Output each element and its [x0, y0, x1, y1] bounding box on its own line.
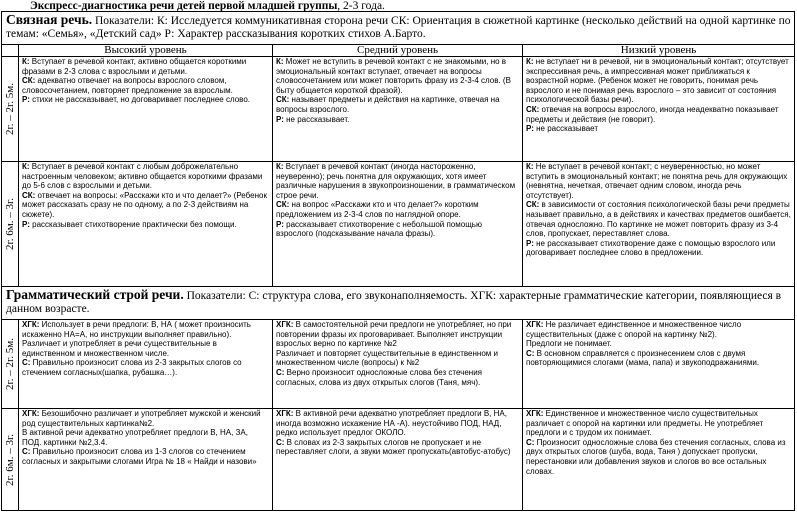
cell-line: ХГК: Единственное и множественное число существительных различает с опорой на картинки или предметы. Не употребляет предлоги и с трудом их понимает. — [526, 409, 764, 438]
s2-age1-mid — [273, 320, 523, 409]
cell-line: К: Не вступает в речевой контакт; с неуверенностью, но может вступить в эмоциональный контакт; не понятна речь для окружающих (невнятна, нечеткая, отвечает одним словом, иногда речь отсутствует). — [526, 162, 788, 200]
level-high-header: Высокий уровень — [19, 45, 273, 57]
s2-age2-high — [19, 409, 273, 511]
cell-line: СК: в зависимости от состояния психологической базы речи предметы называет правильно, а в действиях и качествах предметов ошибается, отвечая односложно. По картинке не может повторить фразу из 3-4 слов, пропускает, переставляет слова. — [526, 200, 791, 239]
cell-line: С: Правильно произносит слова из 1-3 слогов со стечением согласных и закрытыми слогами Игра № 18 « Найди и назови» — [22, 447, 257, 466]
cell-line: К: Вступает в речевой контакт (иногда настороженно, неуверенно); речь понятна для окружающих, хотя имеет различные нарушения в звукопроизношении, в грамматическом строе речи. — [276, 162, 516, 200]
s2-age2-mid — [273, 409, 523, 511]
section-connected-speech-header — [2, 12, 795, 45]
cell-line: Р: рассказывает стихотворение с небольшой помощью взрослого (подсказывание начала фразы). — [276, 219, 482, 239]
cell-line: Различает и употребляет в речи существительные в единственном и множественном числе. — [22, 339, 217, 358]
cell-line: К: Вступает в речевой контакт, активно общается короткими фразами в 2-3 слова с взрослыми и детьми. — [22, 57, 247, 76]
cell-line: С: В словах из 2-3 закрытых слогов не пропускает и не переставляет слоги, а звуки может пропускать(автобус-атобус) — [276, 437, 511, 457]
cell-line: ХГК: В активной речи адекватно употребляет предлоги В, НА, иногда возможно искажение НА -А). неустойчиво ПОД, НАД, редко использует предлог ОКОЛО. — [276, 409, 507, 438]
cell-line: СК: на вопрос «Расскажи кто и что делает?» коротким предложением из 2-3-4 слов по наглядной опоре. — [276, 200, 479, 219]
level-mid-header: Средний уровень — [273, 45, 523, 57]
section-connected-speech-title: Связная речь. — [6, 12, 93, 27]
cell-line: СК: отвечая на вопросы взрослого, иногда неадекватно показывает предметы и действия (не говорит). — [526, 104, 779, 124]
s1-age2-low — [523, 162, 795, 287]
cell-line: Р: стихи не рассказывает, но договаривает последнее слово. — [22, 95, 250, 105]
cell-line: ХГК: Использует в речи предлоги: В, НА ( может произносить искаженно НА=А, но инструкции выполняет правильно). — [22, 320, 251, 339]
age-label-2y-2y5m-grammar: 2г. – 2г. 5м. — [2, 320, 19, 409]
cell-line: К: Может не вступить в речевой контакт с не знакомыми, но в эмоциональный контакт вступает, отвечает на вопросы словосочетанием или может повторить фразу из 2-3-4 слов. (В быту общается короткой фразой). — [276, 57, 511, 95]
cell-line: ХГК: Не различает единственное и множественное число существительных (даже с опорой на картинку №2). — [526, 320, 742, 339]
s2-age2-low — [523, 409, 795, 511]
cell-line: В активной речи адекватно употребляет предлоги В, НА, ЗА, ПОД. картинки №2,3.4. — [22, 428, 248, 447]
document-title-main: Экспресс-диагностика речи детей первой младшей группы — [30, 0, 338, 12]
s1-age1-low — [523, 57, 795, 162]
cell-line: К: не вступает ни в речевой, ни в эмоциональный контакт; отсутствует экспрессивная речь, а импрессивная может приближаться к возрастной норме. (Ребенок может не говорить, понимая речь взрослого и не понимая речь взрослого – это зависит от состояния психологической базы речи). — [526, 57, 789, 105]
cell-line: Р: не рассказывает стихотворение даже с помощью взрослого или договаривает последнее слово в предложении. — [526, 238, 776, 258]
section-grammar-title: Грамматический строй речи. — [6, 287, 184, 302]
s2-age1-high — [19, 320, 273, 409]
s1-age2-high — [19, 162, 273, 287]
s1-age1-mid — [273, 57, 523, 162]
diagnostics-table — [1, 11, 795, 511]
cell-line: СК: отвечает на вопросы: «Расскажи кто и что делает?» (Ребенок может рассказать сразу не по одному, а по 2-3 действиям на сюжете). — [22, 190, 267, 219]
cell-line: С: В основном справляется с произнесением слов с двумя повторяющимися слогами (мама, папа) и звукоподражаниями. — [526, 348, 760, 368]
age-label-2y6m-3y: 2г. 6м. – 3г. — [2, 162, 19, 287]
cell-line: Р: не рассказывает. — [276, 114, 350, 124]
s1-age2-mid — [273, 162, 523, 287]
cell-line: С: Правильно произносит слова из 2-3 закрытых слогов со стечением согласных(шапка, рубашка…). — [22, 358, 242, 377]
cell-line: ХГК: В самостоятельной речи предлоги не употребляет, но при повторении фразы их проговаривает. Выполняет инструкции взрослых верно по картинке №2 — [276, 320, 512, 349]
cell-line: К: Вступает в речевой контакт с любым доброжелательно настроенным человеком; активно общается короткими фразами до 5-6 слов с взрослыми и детьми. — [22, 162, 263, 191]
cell-line: Предлоги не понимает. — [526, 339, 612, 349]
cell-line: СК: адекватно отвечает на вопросы взрослого словом, словосочетанием, повторяет предложение за взрослым. — [22, 76, 233, 95]
age-label-2y-2y5m: 2г. – 2г. 5м. — [2, 57, 19, 162]
s2-age1-low — [523, 320, 795, 409]
cell-line: Р: рассказывает стихотворение практически без помощи. — [22, 219, 237, 229]
cell-line: Р: не рассказывает — [526, 124, 599, 134]
cell-line: С: Верно произносит односложные слова без стечения согласных, слова из двух открытых слогов (Таня, мяч). — [276, 367, 482, 387]
cell-line: Различает и повторяет существительные в единственном и множественном числе (вопросы) к №2 — [276, 348, 498, 368]
level-low-header: Низкий уровень — [523, 45, 795, 57]
age-label-2y6m-3y-grammar: 2г. 6м. – 3г. — [2, 409, 19, 511]
cell-line: С: Произносит односложные слова без стечения согласных, слова из двух открытых слогов (шуба, вода, Таня ) допускает пропуски, перестановки или добавления звуков и слогов во все остальных словах. — [526, 437, 786, 476]
document-title-suffix: , 2-3 года. — [337, 0, 385, 12]
s1-age1-high — [19, 57, 273, 162]
section-grammar-header — [2, 287, 795, 320]
section-grammar-indicators: Показатели: С: структура слова, его звуконаполняемость. ХГК: характерные грамматические категории, появляющиеся в данном возрасте. — [6, 290, 782, 315]
cell-line: СК: называет предметы и действия на картинке, отвечая на вопросы взрослого. — [276, 95, 500, 114]
section-connected-speech-indicators: Показатели: К: Исследуется коммуникативная сторона речи СК: Ориентация в сюжетной картинке (несколько действий на одной картинке по темам: «Семья», «Детский сад» Р: Характер рассказывания коротких стихов А.Барто. — [6, 15, 791, 40]
cell-line: ХГК: Безошибочно различает и употребляет мужской и женский род существительных картинка№2. — [22, 409, 261, 428]
